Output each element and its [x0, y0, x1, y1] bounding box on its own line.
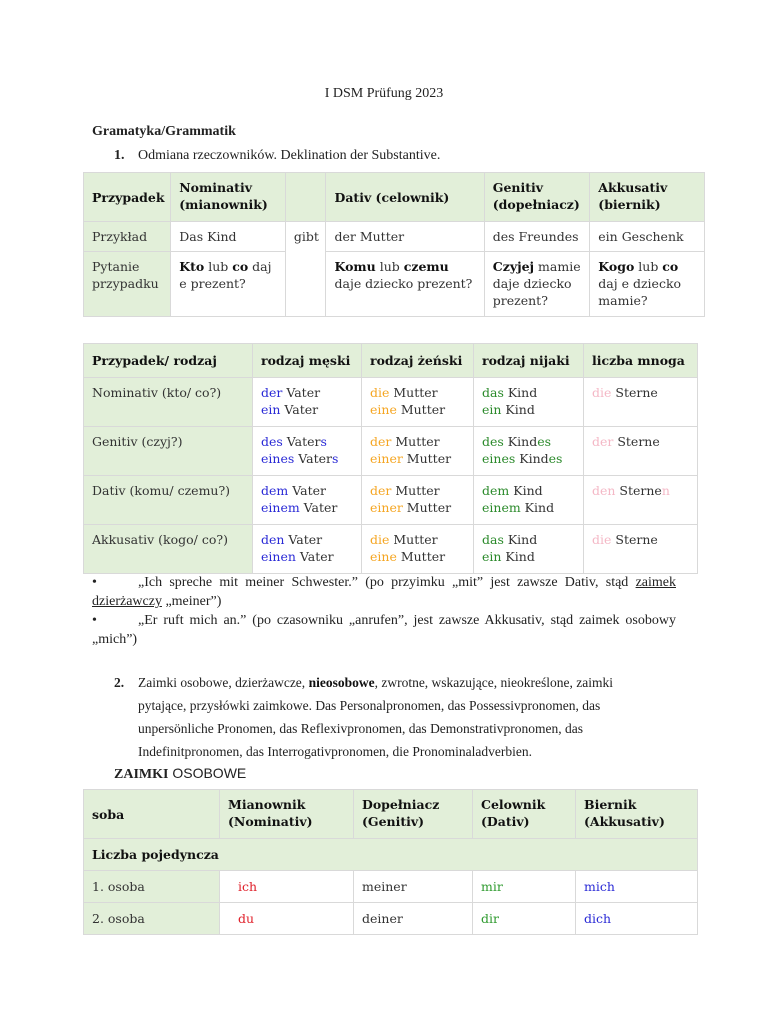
table-row [84, 525, 698, 574]
noun: Vater [282, 385, 321, 400]
bold-text: czemu [403, 259, 449, 274]
person-label: 2. osoba [92, 911, 145, 926]
pronoun: dir [481, 911, 499, 926]
underlined-text: zaimek dzierżawczy [92, 575, 676, 609]
declension-line [261, 548, 353, 565]
declension-line [261, 401, 353, 418]
article: eines [261, 451, 295, 466]
noun: Kind [503, 532, 538, 547]
pronoun-cell [354, 871, 473, 903]
noun: Mutter [391, 434, 440, 449]
table-row [84, 871, 698, 903]
article: ein [482, 549, 502, 564]
declension-line [592, 384, 689, 401]
noun: Vater [295, 549, 334, 564]
declension-line [482, 482, 575, 499]
bullet-item [92, 573, 676, 611]
pronoun-cell [220, 903, 354, 935]
declension-cell-m [253, 476, 362, 525]
article: der [370, 483, 392, 498]
header-cell-empty [285, 173, 326, 222]
gender-declension-table [83, 343, 698, 574]
article: die [370, 532, 390, 547]
article: das [482, 532, 504, 547]
table-cell: Das Kind [171, 222, 286, 252]
header-cell: Biernik (Akkusativ) [576, 790, 698, 839]
list-item-text: Odmiana rzeczowników. Deklination der Substantive. [138, 148, 441, 163]
declension-cell-n [474, 476, 584, 525]
suffix: n [661, 483, 670, 498]
table-row [84, 222, 705, 252]
noun: Kind [503, 385, 538, 400]
text: mamie daje dziecko prezent? [492, 259, 581, 308]
suffix: s [331, 451, 339, 466]
row-label [84, 871, 220, 903]
declension-cell-f [362, 476, 474, 525]
noun: Vater [294, 451, 332, 466]
declension-line [592, 531, 689, 548]
header-cell: soba [84, 790, 220, 839]
noun: Vater [282, 434, 321, 449]
bold-text: co [662, 259, 679, 274]
group-label: Liczba pojedyncza [84, 839, 698, 871]
table-cell [171, 252, 286, 317]
bullet-item [92, 611, 676, 649]
article: des [482, 434, 504, 449]
declension-line [592, 482, 689, 499]
header-cell: liczba mnoga [584, 344, 698, 378]
declension-cell-pl [584, 427, 698, 476]
table-cell [590, 252, 705, 317]
pronoun: deiner [362, 911, 403, 926]
noun: Vater [288, 483, 326, 498]
article: des [261, 434, 283, 449]
declension-line [592, 433, 689, 450]
header-cell: rodzaj nijaki [474, 344, 584, 378]
noun: Vater [284, 532, 323, 547]
article: einen [261, 549, 296, 564]
article: der [261, 385, 283, 400]
pronoun: du [238, 911, 255, 926]
bold-text: co [232, 259, 249, 274]
article: einer [370, 500, 403, 515]
table-cell [326, 252, 484, 317]
article: einem [482, 500, 521, 515]
article: einer [370, 451, 403, 466]
table-row [84, 476, 698, 525]
suffix: s [320, 434, 327, 449]
row-label [84, 903, 220, 935]
pronoun-cell [576, 903, 698, 935]
person-label: 1. osoba [92, 879, 145, 894]
declension-line [482, 401, 575, 418]
noun: Mutter [402, 451, 452, 466]
article: dem [482, 483, 510, 498]
declension-line [261, 482, 353, 499]
list-item-1 [114, 148, 440, 164]
text: daj e prezent? [179, 259, 272, 291]
declension-cell-m [253, 427, 362, 476]
section-heading: Gramatyka/Grammatik [92, 124, 236, 139]
declension-line [370, 450, 465, 467]
noun: Sterne [611, 532, 658, 547]
row-label: Akkusativ (kogo/ co?) [84, 525, 253, 574]
row-label: Dativ (komu/ czemu?) [84, 476, 253, 525]
article: eine [370, 402, 397, 417]
header-cell: Przypadek [84, 173, 171, 222]
article: den [592, 483, 616, 498]
declension-cell-f [362, 427, 474, 476]
text: Zaimki osobowe, dzierżawcze, [138, 675, 309, 690]
heading-regular: OSOBOWE [168, 765, 247, 781]
suffix: es [537, 434, 552, 449]
declension-line [482, 384, 575, 401]
table-cell [484, 252, 590, 317]
declension-cell-f [362, 378, 474, 427]
declension-cell-pl [584, 378, 698, 427]
list-number: 1. [114, 148, 125, 163]
bullet-icon: • [92, 613, 97, 628]
table-cell-verb: gibt [285, 222, 326, 317]
noun: Mutter [396, 402, 446, 417]
header-cell: Mianownik (Nominativ) [220, 790, 354, 839]
noun: Vater [299, 500, 338, 515]
declension-line [370, 499, 465, 516]
noun: Kind [501, 549, 535, 564]
declension-line [370, 401, 465, 418]
text: , zwrotne, wskazujące, nieokreślone, zaimki pytające, przysłówki zaimkowe. Das Personalpronomen, das Possessivpronomen, das unpersönliche Pronomen, das Reflexivpronomen, das Demonstrativpronomen, das Indefinitpronomen, das Interrogativpronomen, die Pronominaladverbien. [138, 675, 613, 759]
document-title: I DSM Prüfung 2023 [324, 86, 444, 101]
declension-line [370, 548, 465, 565]
header-cell: Dopełniacz (Genitiv) [354, 790, 473, 839]
pronoun-cell [576, 871, 698, 903]
subsection-heading [114, 765, 246, 783]
article: der [370, 434, 392, 449]
header-cell: Przypadek/ rodzaj [84, 344, 253, 378]
case-table [83, 172, 705, 317]
noun: Vater [280, 402, 319, 417]
header-cell: Celownik (Dativ) [473, 790, 576, 839]
article: eines [482, 451, 516, 466]
declension-line [482, 433, 575, 450]
bullet-list [92, 573, 676, 649]
noun: Kind [509, 483, 543, 498]
header-cell: rodzaj żeński [362, 344, 474, 378]
table-header-row [84, 173, 705, 222]
bullet-icon: • [92, 575, 97, 590]
declension-cell-n [474, 378, 584, 427]
group-row [84, 839, 698, 871]
pronoun: mir [481, 879, 503, 894]
pronoun-cell [473, 903, 576, 935]
text: lub [634, 259, 663, 274]
noun: Kind [501, 402, 535, 417]
row-label: Pytanie przypadku [84, 252, 171, 317]
declension-cell-pl [584, 476, 698, 525]
noun: Mutter [391, 483, 440, 498]
noun: Mutter [396, 549, 446, 564]
article: ein [261, 402, 281, 417]
noun: Sterne [611, 385, 658, 400]
pronoun-cell [473, 871, 576, 903]
noun: Kind [515, 451, 549, 466]
article: die [592, 532, 612, 547]
list-number: 2. [114, 675, 125, 690]
declension-cell-f [362, 525, 474, 574]
table-row [84, 427, 698, 476]
suffix: es [548, 451, 563, 466]
noun: Mutter [402, 500, 452, 515]
text: daje dziecko prezent? [334, 276, 473, 291]
header-cell: Dativ (celownik) [326, 173, 484, 222]
noun: Kind [520, 500, 555, 515]
table-row [84, 903, 698, 935]
declension-line [370, 482, 465, 499]
declension-line [482, 548, 575, 565]
table-header-row [84, 344, 698, 378]
declension-line [261, 384, 353, 401]
article: die [592, 385, 612, 400]
article: einem [261, 500, 300, 515]
bold-text: Komu [334, 259, 376, 274]
bold-text: nieosobowe [308, 675, 375, 690]
declension-line [482, 531, 575, 548]
text: „meiner”) [161, 594, 222, 609]
declension-line [261, 531, 353, 548]
pronoun: ich [238, 879, 258, 894]
article: das [482, 385, 504, 400]
bold-text: Czyjej [492, 259, 535, 274]
declension-cell-pl [584, 525, 698, 574]
pronoun-cell [220, 871, 354, 903]
personal-pronoun-table [83, 789, 698, 935]
article: die [370, 385, 390, 400]
article: der [592, 434, 614, 449]
heading-bold: ZAIMKI [114, 767, 169, 782]
declension-line [482, 499, 575, 516]
declension-cell-m [253, 378, 362, 427]
header-cell: Akkusativ (biernik) [590, 173, 705, 222]
pronoun: dich [584, 911, 612, 926]
article: eine [370, 549, 397, 564]
declension-line [261, 450, 353, 467]
declension-cell-m [253, 525, 362, 574]
declension-line [261, 433, 353, 450]
text: daj e dziecko mamie? [598, 276, 682, 308]
row-label: Nominativ (kto/ co?) [84, 378, 253, 427]
text: lub [204, 259, 233, 274]
declension-line [261, 499, 353, 516]
noun: Sterne [615, 483, 662, 498]
header-cell: Nominativ (mianownik) [171, 173, 286, 222]
row-label: Genitiv (czyj?) [84, 427, 253, 476]
list-item-2 [114, 671, 654, 763]
declension-line [370, 433, 465, 450]
declension-cell-n [474, 427, 584, 476]
table-cell: des Freundes [484, 222, 590, 252]
bold-text: Kto [179, 259, 205, 274]
declension-line [370, 384, 465, 401]
declension-cell-n [474, 525, 584, 574]
table-row [84, 252, 705, 317]
bold-text: Kogo [598, 259, 635, 274]
declension-line [482, 450, 575, 467]
noun: Mutter [389, 532, 438, 547]
noun: Mutter [389, 385, 438, 400]
noun: Sterne [613, 434, 660, 449]
pronoun-cell [354, 903, 473, 935]
text: „Ich spreche mit meiner Schwester.” (po przyimku „mit” jest zawsze Dativ, stąd [138, 575, 636, 590]
table-row [84, 378, 698, 427]
noun: Kind [503, 434, 538, 449]
header-cell: Genitiv (dopełniacz) [484, 173, 590, 222]
text: lub [375, 259, 404, 274]
article: dem [261, 483, 289, 498]
header-cell: rodzaj męski [253, 344, 362, 378]
table-cell: ein Geschenk [590, 222, 705, 252]
table-cell: der Mutter [326, 222, 484, 252]
text: „Er ruft mich an.” (po czasowniku „anrufen”, jest zawsze Akkusativ, stąd zaimek osobowy „mich”) [92, 613, 676, 647]
table-header-row [84, 790, 698, 839]
pronoun: mich [584, 879, 615, 894]
article: den [261, 532, 285, 547]
pronoun: meiner [362, 879, 407, 894]
declension-line [370, 531, 465, 548]
article: ein [482, 402, 502, 417]
row-label: Przykład [84, 222, 171, 252]
